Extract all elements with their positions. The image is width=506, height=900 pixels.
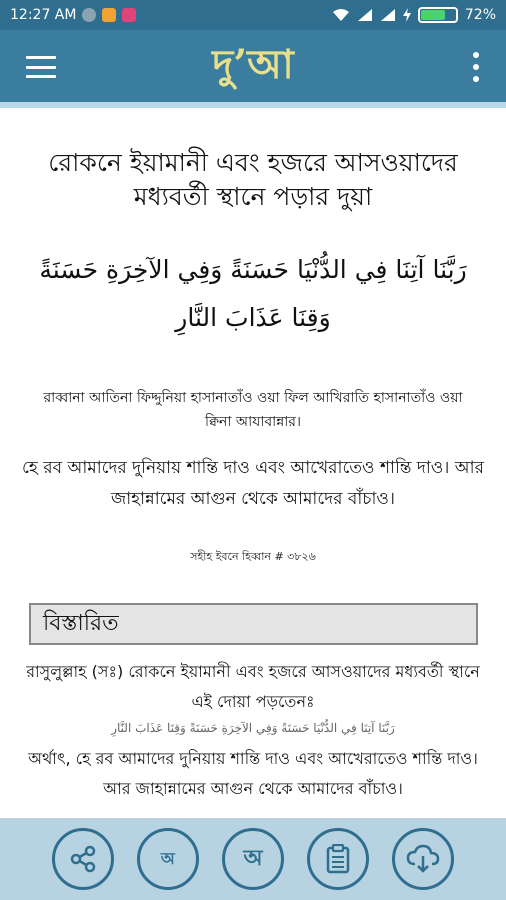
copy-button[interactable]	[307, 828, 369, 890]
mail-icon	[102, 8, 116, 22]
increase-font-button[interactable]	[222, 828, 284, 890]
font-large-icon: অ	[243, 845, 263, 871]
signal-icon	[357, 8, 373, 22]
share-button[interactable]	[52, 828, 114, 890]
details-section-header	[29, 603, 478, 645]
cloud-download-icon	[406, 844, 440, 874]
decrease-font-button[interactable]	[137, 828, 199, 890]
status-time: 12:27 AM	[10, 7, 77, 23]
status-bar	[0, 0, 506, 30]
download-button[interactable]	[392, 828, 454, 890]
menu-icon[interactable]	[26, 56, 56, 78]
star-icon	[122, 8, 136, 22]
details-paragraph: অর্থাৎ, হে রব আমাদের দুনিয়ায় শান্তি দাও এবং আখেরাতেও শান্তি দাও। আর জাহান্নামের আগুন থেকে আমাদের বাঁচাও।	[28, 749, 478, 798]
dua-transliteration: রাব্বানা আতিনা ফিদ্দুনিয়া হাসানাতাঁও ওয়া ফিল আখিরাতি হাসানাতাঁও ওয়া ক্বিনা আযাবান্নার।	[43, 390, 463, 430]
notification-icon	[82, 8, 96, 22]
dua-reference: সহীহ ইবনে হিব্বান # ৩৮২৬	[190, 550, 316, 563]
battery-fill	[421, 10, 445, 20]
share-icon	[69, 845, 97, 873]
details-title: বিস্তারিত	[43, 610, 119, 636]
battery-percent: 72%	[464, 7, 496, 23]
dua-content[interactable]	[0, 108, 506, 818]
app-bar	[0, 30, 506, 102]
charging-icon	[403, 8, 411, 22]
details-paragraph: রাসুলুল্লাহ (সঃ) রোকনে ইয়ামানী এবং হজরে আসওয়াদের মধ্যবর্তী স্থানে এই দোয়া পড়তেনঃ	[26, 662, 480, 711]
signal-icon	[380, 8, 396, 22]
app-title: দু’আ	[212, 40, 294, 88]
clipboard-icon	[325, 844, 351, 874]
dua-heading: রোকনে ইয়ামানী এবং হজরে আসওয়াদের মধ্যবর্তী স্থানে পড়ার দুয়া	[48, 148, 458, 211]
battery-icon	[418, 7, 458, 23]
wifi-icon	[332, 8, 350, 22]
font-small-icon: অ	[160, 848, 175, 868]
details-arabic: رَبَّنَا آتِنَا فِي الدُّنْيَا حَسَنَةً وَفِي الآخِرَةِ حَسَنَةً وَقِنَا عَذَابَ النَّارِ	[111, 721, 395, 735]
dua-arabic: رَبَّنَا آتِنَا فِي الدُّنْيَا حَسَنَةً وَفِي الآخِرَةِ حَسَنَةً وَقِنَا عَذَابَ النَّارِ	[39, 255, 467, 332]
dua-translation: হে রব আমাদের দুনিয়ায় শান্তি দাও এবং আখেরাতেও শান্তি দাও। আর জাহান্নামের আগুন থেকে আমাদের বাঁচাও।	[22, 458, 484, 509]
bottom-toolbar	[0, 818, 506, 900]
overflow-menu-icon[interactable]	[472, 52, 480, 82]
